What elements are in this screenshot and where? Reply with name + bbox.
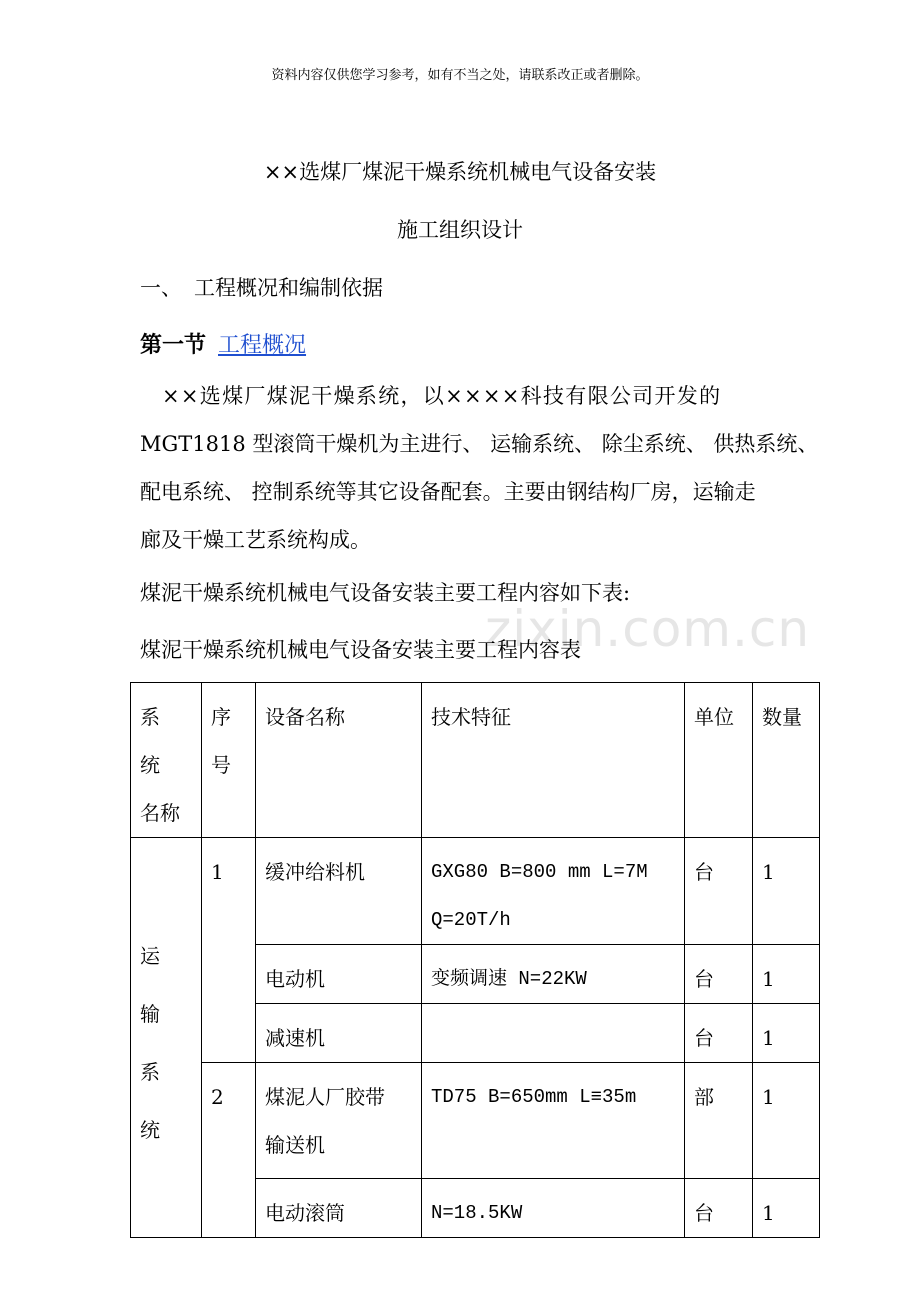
qty-cell: 1 (753, 1179, 820, 1238)
spec-cell: 变频调速 N=22KW (422, 945, 685, 1004)
table-row (131, 1063, 820, 1179)
header-equipment-name: 设备名称 (256, 683, 422, 838)
seq-cell: 2 (202, 1063, 256, 1238)
chapter-title: 工程概况和编制依据 (194, 276, 383, 300)
qty-cell: 1 (753, 838, 820, 945)
header-seq: 序 号 (202, 683, 256, 838)
paragraph-line: MGT1818 型滚筒干燥机为主进行、 运输系统、 除尘系统、 供热系统、 (140, 432, 819, 456)
qty-cell: 1 (753, 1004, 820, 1063)
spec-cell: TD75 B=650mm L≡35m (422, 1063, 685, 1179)
equipment-name-cell: 减速机 (256, 1004, 422, 1063)
section-label: 第一节 (140, 333, 207, 358)
equipment-name-cell: 煤泥人厂胶带 输送机 (256, 1063, 422, 1179)
watermark: zixin.com.cn (485, 600, 811, 658)
chapter-number: 一、 (140, 276, 182, 300)
table-caption: 煤泥干燥系统机械电气设备安装主要工程内容表 (140, 638, 581, 662)
unit-cell: 台 (685, 945, 753, 1004)
unit-cell: 台 (685, 838, 753, 945)
unit-cell: 台 (685, 1004, 753, 1063)
header-system-name: 系统 名称 (131, 683, 202, 838)
header-unit: 单位 (685, 683, 753, 838)
unit-cell: 台 (685, 1179, 753, 1238)
table-row (131, 838, 820, 945)
paragraph-line: ××选煤厂煤泥干燥系统，以××××科技有限公司开发的 (162, 384, 722, 408)
section-title-link[interactable]: 工程概况 (218, 333, 307, 358)
spec-cell (422, 1004, 685, 1063)
header-qty: 数量 (753, 683, 820, 838)
paragraph-line: 配电系统、 控制系统等其它设备配套。主要由钢结构厂房，运输走 (140, 480, 756, 504)
equipment-table (130, 682, 820, 1238)
document-subtitle: 施工组织设计 (397, 218, 523, 242)
equipment-name-cell: 缓冲给料机 (256, 838, 422, 945)
paragraph-line: 廊及干燥工艺系统构成。 (140, 528, 371, 552)
table-intro: 煤泥干燥系统机械电气设备安装主要工程内容如下表: (140, 581, 631, 605)
chapter-heading (140, 272, 383, 302)
equipment-name-cell: 电动机 (256, 945, 422, 1004)
section-heading (140, 328, 306, 359)
table-header-row (131, 683, 820, 838)
overview-paragraph (140, 372, 840, 564)
spec-cell: N=18.5KW (422, 1179, 685, 1238)
header-spec: 技术特征 (422, 683, 685, 838)
qty-cell: 1 (753, 1063, 820, 1179)
seq-cell: 1 (202, 838, 256, 1063)
spec-cell: GXG80 B=800 mm L=7M Q=20T/h (422, 838, 685, 945)
page-disclaimer: 资料内容仅供您学习参考，如有不当之处，请联系改正或者删除。 (271, 68, 649, 83)
qty-cell: 1 (753, 945, 820, 1004)
unit-cell: 部 (685, 1063, 753, 1179)
equipment-name-cell: 电动滚筒 (256, 1179, 422, 1238)
system-name-cell: 运 输 系 统 (131, 838, 202, 1238)
document-title: ××选煤厂煤泥干燥系统机械电气设备安装 (263, 160, 657, 184)
